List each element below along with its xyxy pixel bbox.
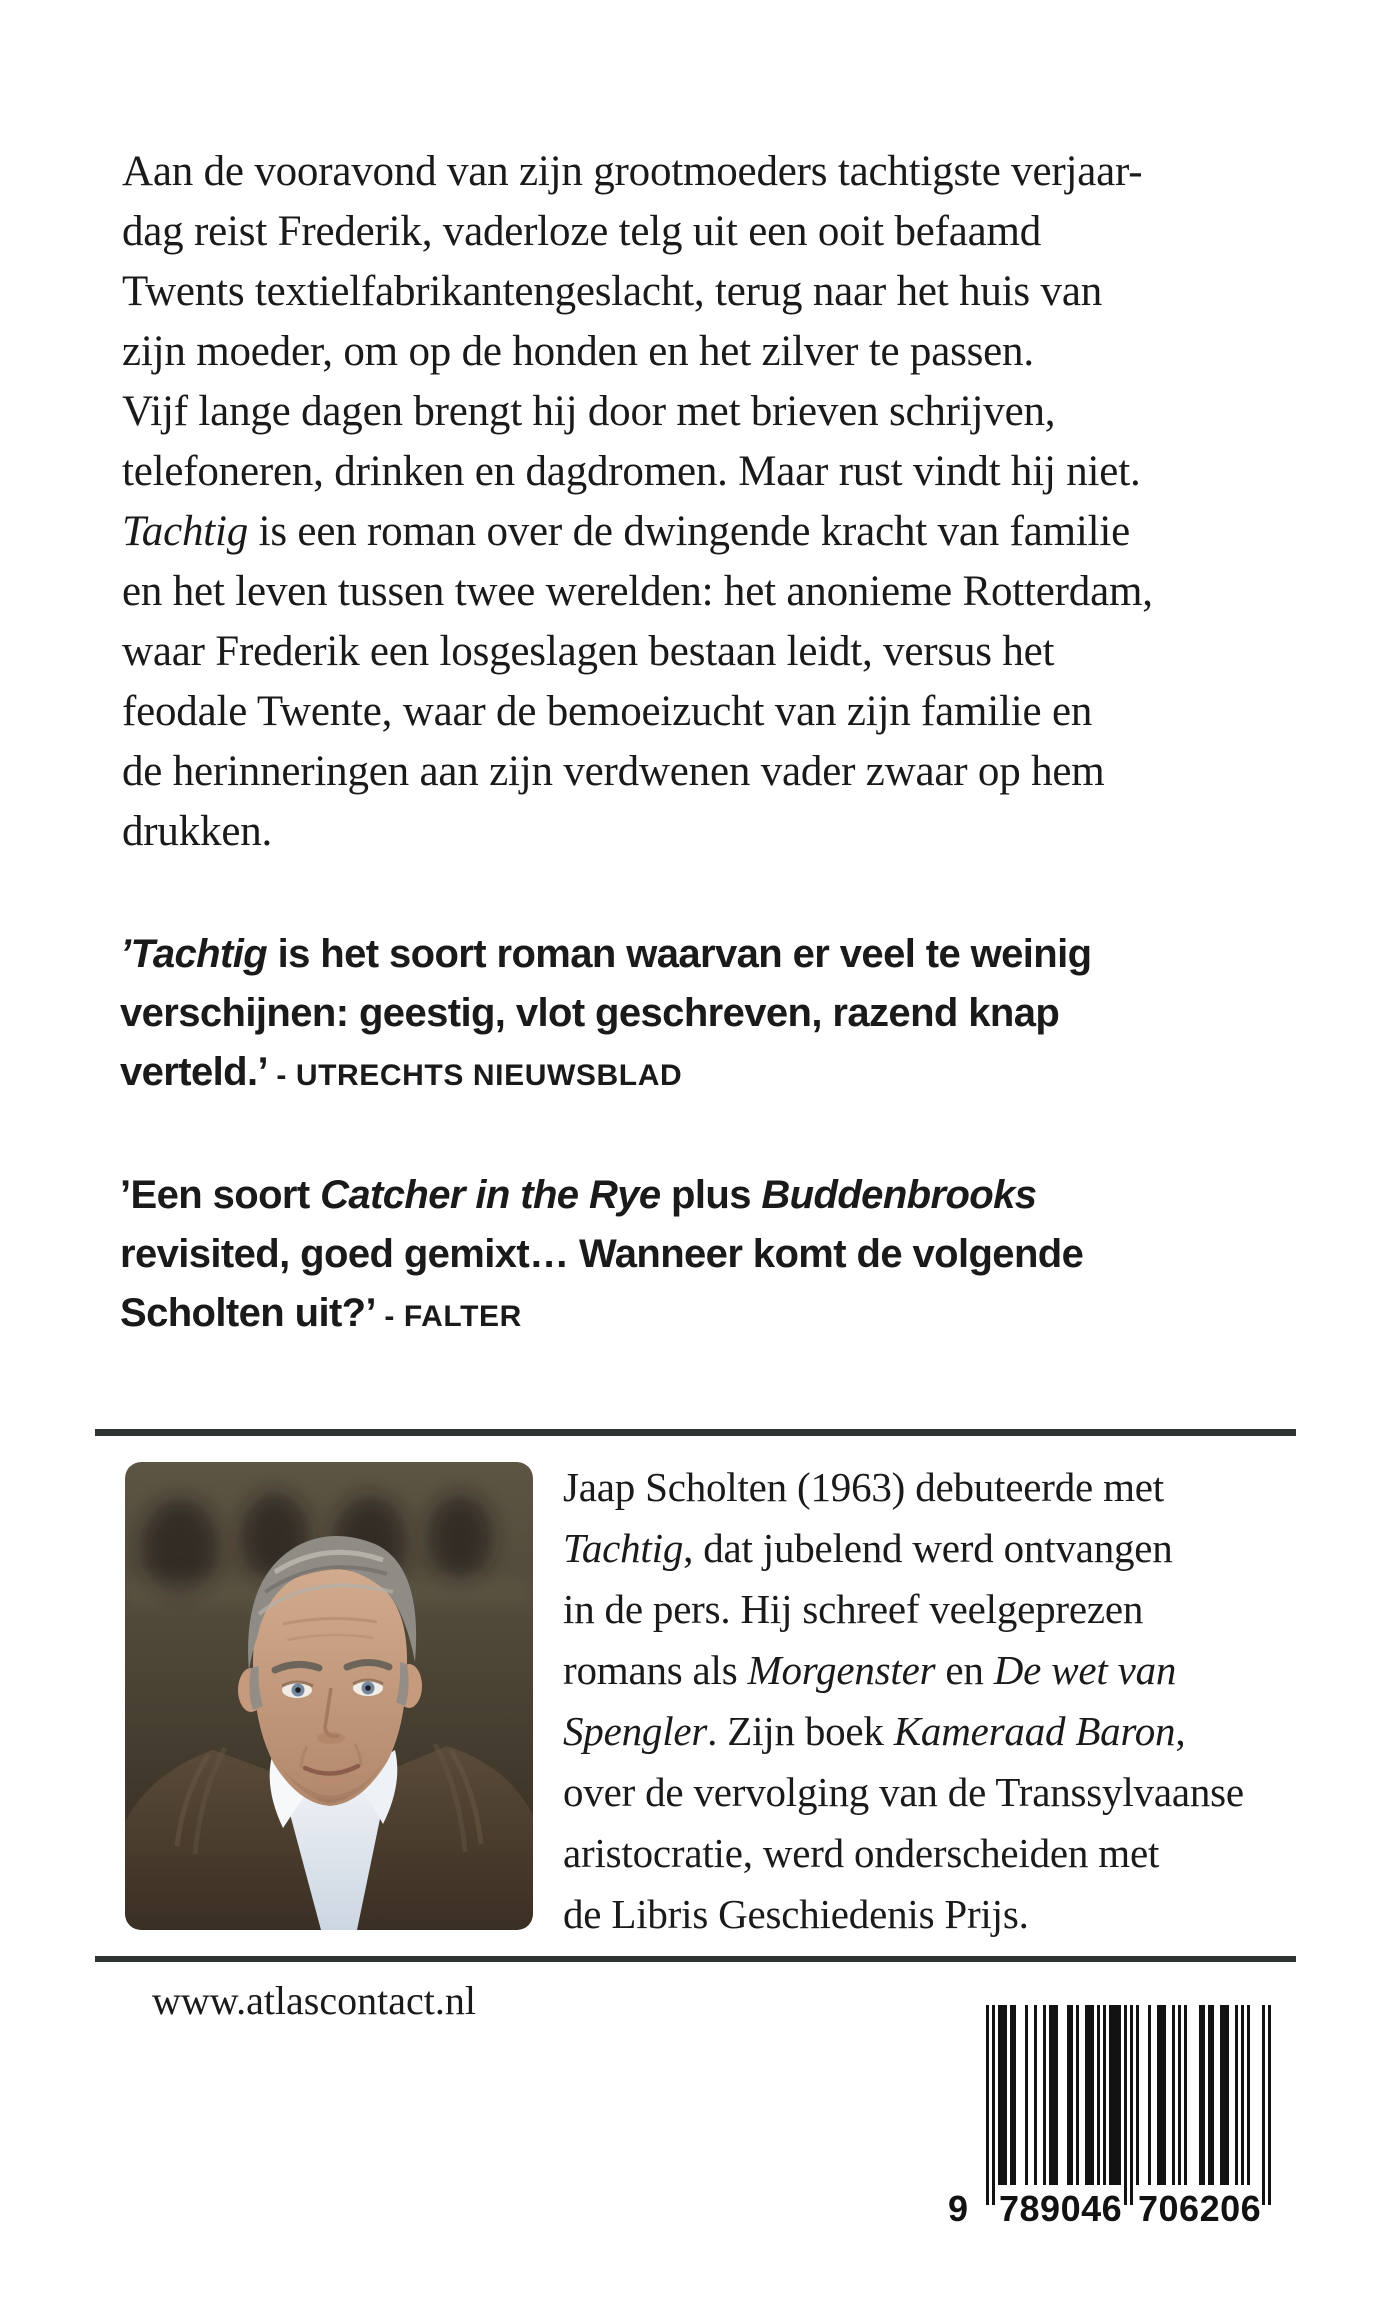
text-segment: revisited, goed gemixt… Wanneer komt de volgende bbox=[120, 1232, 1084, 1276]
text-segment: Aan de vooravond van zijn grootmoeders tachtigste verjaar- bbox=[122, 148, 1143, 195]
text-line bbox=[122, 442, 1153, 502]
barcode-bar bbox=[1043, 2005, 1046, 2185]
text-line bbox=[120, 1284, 1083, 1346]
text-line bbox=[563, 1518, 1244, 1579]
review-quote-falter bbox=[120, 1166, 1083, 1346]
text-line bbox=[122, 142, 1153, 202]
barcode-bar bbox=[1010, 2005, 1016, 2185]
barcode-bar bbox=[1199, 2005, 1205, 2185]
barcode-bar bbox=[1136, 2005, 1139, 2185]
barcode-bar bbox=[1262, 2005, 1265, 2205]
divider-top bbox=[95, 1429, 1296, 1436]
synopsis-paragraph bbox=[122, 142, 1153, 862]
italic-text: Kameraad Baron bbox=[893, 1708, 1176, 1754]
review-quote-utrechts-nieuwsblad bbox=[120, 925, 1091, 1105]
text-segment: in de pers. Hij schreef veelgeprezen bbox=[563, 1586, 1144, 1632]
barcode-bar bbox=[1049, 2005, 1058, 2185]
author-bio bbox=[563, 1457, 1244, 1945]
barcode-bar bbox=[998, 2005, 1007, 2185]
text-line bbox=[563, 1579, 1244, 1640]
text-segment: Scholten uit?’ bbox=[120, 1291, 385, 1335]
barcode-bar bbox=[1076, 2005, 1079, 2185]
text-line bbox=[563, 1457, 1244, 1518]
text-segment: de Libris Geschiedenis Prijs. bbox=[563, 1891, 1029, 1937]
text-line bbox=[122, 622, 1153, 682]
italic-text: ’Tachtig bbox=[120, 932, 268, 976]
text-segment: feodale Twente, waar de bemoeizucht van zijn familie en bbox=[122, 688, 1093, 735]
italic-text: Spengler bbox=[563, 1708, 708, 1754]
barcode-bar bbox=[992, 2005, 995, 2205]
barcode-bar bbox=[1085, 2005, 1094, 2185]
barcode-digits-group1: 789046 bbox=[999, 2188, 1123, 2229]
text-segment: over de vervolging van de Transsylvaanse bbox=[563, 1769, 1244, 1815]
text-line bbox=[563, 1701, 1244, 1762]
text-line bbox=[122, 562, 1153, 622]
text-segment: verteld.’ bbox=[120, 1050, 277, 1094]
text-segment: Jaap Scholten (1963) debuteerde met bbox=[563, 1464, 1164, 1510]
text-segment: de herinneringen aan zijn verdwenen vader zwaar op hem bbox=[122, 748, 1105, 795]
text-line bbox=[122, 322, 1153, 382]
barcode-bar bbox=[1268, 2005, 1271, 2205]
barcode-bar bbox=[1148, 2005, 1151, 2185]
author-photo bbox=[125, 1462, 533, 1930]
text-segment: plus bbox=[660, 1173, 762, 1217]
barcode-bar bbox=[1208, 2005, 1214, 2185]
text-segment: telefoneren, drinken en dagdromen. Maar rust vindt hij niet. bbox=[122, 448, 1141, 495]
text-segment: ’Een soort bbox=[120, 1173, 321, 1217]
quote-attribution: - FALTER bbox=[384, 1300, 522, 1333]
text-line bbox=[563, 1762, 1244, 1823]
barcode-bar bbox=[1130, 2005, 1133, 2205]
barcode-digit-lead: 9 bbox=[948, 2188, 969, 2229]
text-line bbox=[122, 802, 1153, 862]
italic-text: Tachtig bbox=[563, 1525, 684, 1571]
italic-text: Tachtig bbox=[122, 508, 249, 555]
text-segment: en het leven tussen twee werelden: het anonieme Rotterdam, bbox=[122, 568, 1153, 615]
text-segment: is een roman over de dwingende kracht van familie bbox=[248, 508, 1130, 555]
text-segment: . Zijn boek bbox=[707, 1708, 894, 1754]
text-line bbox=[122, 202, 1153, 262]
text-line bbox=[122, 502, 1153, 562]
barcode-bar bbox=[1025, 2005, 1028, 2185]
text-line bbox=[120, 1043, 1091, 1105]
text-line bbox=[120, 1166, 1083, 1225]
text-line bbox=[120, 984, 1091, 1043]
text-line bbox=[120, 1225, 1083, 1284]
text-line bbox=[120, 925, 1091, 984]
text-line bbox=[122, 742, 1153, 802]
text-line bbox=[563, 1823, 1244, 1884]
barcode bbox=[948, 2005, 1271, 2240]
italic-text: Morgenster bbox=[747, 1647, 936, 1693]
barcode-bar bbox=[1124, 2005, 1127, 2205]
text-segment: waar Frederik een losgeslagen bestaan leidt, versus het bbox=[122, 628, 1055, 675]
text-line bbox=[122, 382, 1153, 442]
barcode-bar bbox=[1172, 2005, 1175, 2185]
barcode-bar bbox=[1241, 2005, 1244, 2185]
text-segment: aristocratie, werd onderscheiden met bbox=[563, 1830, 1160, 1876]
barcode-bar bbox=[986, 2005, 989, 2205]
italic-text: Catcher in the Rye bbox=[320, 1173, 661, 1217]
barcode-bar bbox=[1034, 2005, 1037, 2185]
text-segment: , bbox=[1175, 1708, 1186, 1754]
text-line bbox=[122, 262, 1153, 322]
text-segment: is het soort roman waarvan er veel te weinig bbox=[267, 932, 1092, 976]
barcode-bar bbox=[1184, 2005, 1187, 2185]
barcode-bar bbox=[1103, 2005, 1106, 2185]
barcode-bar bbox=[1067, 2005, 1073, 2185]
text-line bbox=[563, 1884, 1244, 1945]
text-segment: en bbox=[935, 1647, 994, 1693]
website-link[interactable]: www.atlascontact.nl bbox=[152, 1978, 476, 2023]
text-segment: Vijf lange dagen brengt hij door met brieven schrijven, bbox=[122, 388, 1056, 435]
barcode-bar bbox=[1220, 2005, 1229, 2185]
barcode-bar bbox=[1235, 2005, 1238, 2185]
divider-bottom bbox=[95, 1956, 1296, 1962]
text-segment: romans als bbox=[563, 1647, 748, 1693]
text-segment: Twents textielfabrikantengeslacht, terug naar het huis van bbox=[122, 268, 1103, 315]
text-segment: verschijnen: geestig, vlot geschreven, razend knap bbox=[120, 991, 1060, 1035]
italic-text: De wet van bbox=[993, 1647, 1177, 1693]
text-segment: zijn moeder, om op de honden en het zilver te passen. bbox=[122, 328, 1034, 375]
text-line bbox=[122, 682, 1153, 742]
text-segment: drukken. bbox=[122, 808, 273, 855]
text-segment: , dat jubelend werd ontvangen bbox=[683, 1525, 1173, 1571]
barcode-bar bbox=[1109, 2005, 1121, 2185]
italic-text: Buddenbrooks bbox=[761, 1173, 1037, 1217]
quote-attribution: - UTRECHTS NIEUWSBLAD bbox=[276, 1059, 683, 1092]
barcode-bar bbox=[1247, 2005, 1250, 2185]
barcode-bar bbox=[1178, 2005, 1181, 2185]
text-line bbox=[563, 1640, 1244, 1701]
barcode-bar bbox=[1097, 2005, 1100, 2185]
text-segment: dag reist Frederik, vaderloze telg uit een ooit befaamd bbox=[122, 208, 1042, 255]
barcode-bar bbox=[1157, 2005, 1166, 2185]
author-portrait-image bbox=[125, 1462, 533, 1930]
barcode-digits-group2: 706206 bbox=[1138, 2188, 1262, 2229]
